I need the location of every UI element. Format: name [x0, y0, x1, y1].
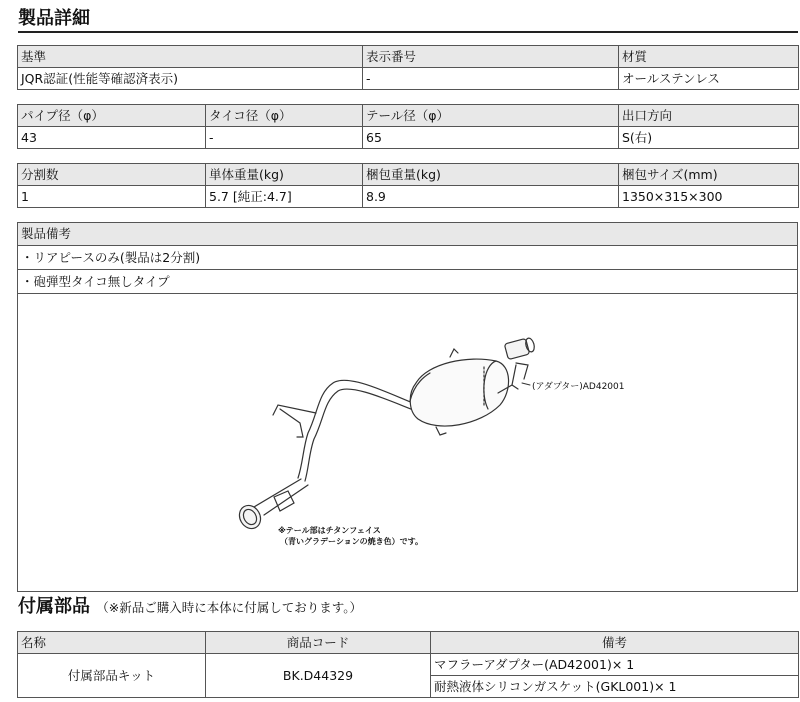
spec-table-weight — [17, 163, 799, 208]
header-standard: 基準 — [18, 46, 363, 68]
accessory-name: 付属部品キット — [18, 654, 206, 698]
silencer-body — [410, 359, 508, 426]
spec-table-standard — [17, 45, 799, 90]
value-silencer-diameter: - — [206, 127, 363, 149]
header-exit-direction: 出口方向 — [619, 105, 799, 127]
header-remarks: 備考 — [431, 632, 799, 654]
value-package-weight: 8.9 — [363, 186, 619, 208]
value-pieces: 1 — [18, 186, 206, 208]
header-pipe-diameter: パイプ径（φ） — [18, 105, 206, 127]
value-display-number: - — [363, 68, 619, 90]
header-unit-weight: 単体重量(kg) — [206, 164, 363, 186]
header-pieces: 分割数 — [18, 164, 206, 186]
accessories-heading — [18, 592, 362, 618]
tail-note-line-2: （青いグラデーションの焼き色）です。 — [280, 537, 424, 546]
value-unit-weight: 5.7 [純正:4.7] — [206, 186, 363, 208]
header-display-number: 表示番号 — [363, 46, 619, 68]
notes-header: 製品備考 — [18, 223, 797, 246]
value-standard: JQR認証(性能等確認済表示) — [18, 68, 363, 90]
value-pipe-diameter: 43 — [18, 127, 206, 149]
page-title: 製品詳細 — [18, 8, 90, 29]
adapter-label: (アダプター)AD42001 — [532, 382, 625, 392]
accessories-subtitle: （※新品ご購入時に本体に付属しております。） — [96, 600, 363, 615]
adapter-leader-line — [522, 383, 530, 385]
accessory-remark-2: 耐熱液体シリコンガスケット(GKL001)× 1 — [431, 676, 799, 698]
value-material: オールステンレス — [619, 68, 799, 90]
value-exit-direction: S(右) — [619, 127, 799, 149]
header-tail-diameter: テール径（φ） — [363, 105, 619, 127]
value-package-size: 1350×315×300 — [619, 186, 799, 208]
header-name: 名称 — [18, 632, 206, 654]
product-notes — [17, 222, 798, 592]
header-package-size: 梱包サイズ(mm) — [619, 164, 799, 186]
tail-pipe — [254, 479, 308, 515]
header-product-code: 商品コード — [206, 632, 431, 654]
accessories-title: 付属部品 — [18, 596, 90, 617]
accessory-remark-1: マフラーアダプター(AD42001)× 1 — [431, 654, 799, 676]
notes-line-1: ・リアピースのみ(製品は2分割) — [18, 246, 797, 270]
muffler-drawing — [18, 293, 797, 589]
tail-note-line-1: ※テール部はチタンフェイス — [278, 526, 381, 535]
tail-tip — [235, 502, 264, 533]
header-silencer-diameter: タイコ径（φ） — [206, 105, 363, 127]
title-divider — [18, 31, 798, 33]
adapter-part — [504, 337, 535, 379]
accessories-table — [17, 631, 799, 698]
notes-line-2: ・砲弾型タイコ無しタイプ — [18, 270, 797, 294]
value-tail-diameter: 65 — [363, 127, 619, 149]
exhaust-pipe — [298, 380, 413, 478]
header-material: 材質 — [619, 46, 799, 68]
header-package-weight: 梱包重量(kg) — [363, 164, 619, 186]
spec-table-dimensions — [17, 104, 799, 149]
hanger-bracket — [273, 405, 316, 437]
accessory-code: BK.D44329 — [206, 654, 431, 698]
